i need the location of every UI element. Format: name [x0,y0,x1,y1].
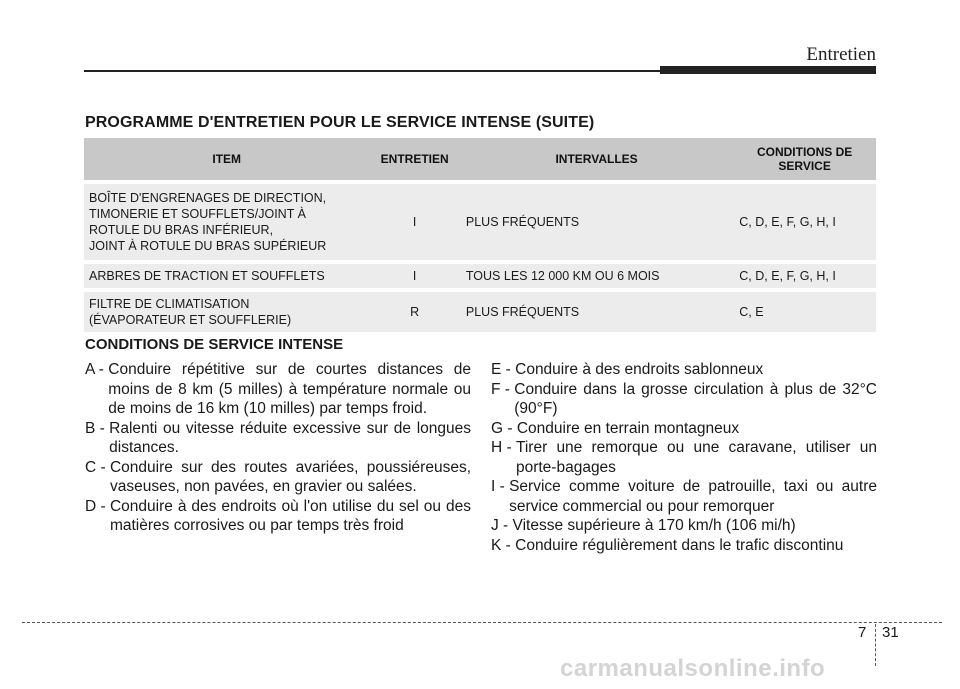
header-section-title: Entretien [806,44,876,65]
conditions-left-column [85,360,471,536]
cell-interval: PLUS FRÉQUENTS [460,290,733,334]
header-rule-thick [660,66,876,74]
condition-key: E - [491,361,516,378]
condition-key: F - [491,380,515,398]
cell-interval: TOUS LES 12 000 KM OU 6 MOIS [460,262,733,290]
condition-key: I - [491,478,510,495]
conditions-right-column [491,360,877,555]
table-row [84,182,876,262]
condition-key: A - [85,361,109,378]
condition-item [491,438,877,477]
condition-text: Conduire à des endroits où l'on utilise du sel ou des matières corrosives ou par temps très froid [109,497,471,534]
condition-item [491,360,877,380]
condition-text: Vitesse supérieure à 170 km/h (106 mi/h) [512,517,796,534]
condition-text: Conduire régulièrement dans le trafic discontinu [515,536,844,554]
header-conditions: CONDITIONS DE SERVICE [733,138,876,182]
header-rule-thin [84,70,664,72]
cell-maintenance: I [369,182,459,262]
condition-item [491,477,877,516]
condition-item [85,497,471,536]
item-line: (ÉVAPORATEUR ET SOUFFLERIE) [89,313,292,327]
item-line: ROTULE DU BRAS INFÉRIEUR, [89,223,274,237]
condition-key: K - [491,536,516,554]
condition-text: Service comme voiture de patrouille, taxi ou autre service commercial ou pour remorquer [509,478,877,515]
cell-item [84,182,369,262]
cell-item [84,290,369,334]
condition-text: Conduire répétitive sur de courtes distances de moins de 8 km (5 milles) à température normale ou de moins de 16 km (10 milles) par temps froid. [108,361,471,417]
item-line: TIMONERIE ET SOUFFLETS/JOINT À [89,207,306,221]
header-intervals: INTERVALLES [460,138,733,182]
cell-maintenance: I [369,262,459,290]
table-row [84,290,876,334]
conditions-title: CONDITIONS DE SERVICE INTENSE [85,336,344,353]
maintenance-table [84,138,876,336]
condition-text: Conduire sur des routes avariées, poussiéreuses, vaseuses, non pavées, en gravier ou salées. [109,458,471,495]
condition-item [491,536,877,556]
condition-key: D - [85,497,110,515]
page-number: 31 [882,624,899,641]
cell-maintenance: R [369,290,459,334]
condition-text: Tirer une remorque ou une caravane, utiliser un porte-bagages [515,439,877,476]
chapter-number: 7 [858,624,867,641]
condition-key: G - [491,419,517,437]
condition-key: C - [85,458,110,476]
item-line: BOÎTE D'ENGRENAGES DE DIRECTION, [89,191,327,205]
condition-item [85,419,471,458]
condition-key: J - [491,517,513,534]
header-maintenance: ENTRETIEN [369,138,459,182]
item-line: ARBRES DE TRACTION ET SOUFFLETS [89,269,325,283]
item-line: FILTRE DE CLIMATISATION [89,297,250,311]
condition-key: H - [491,439,516,456]
header-item: ITEM [84,138,369,182]
condition-item [491,380,877,419]
item-line: JOINT À ROTULE DU BRAS SUPÉRIEUR [89,239,327,253]
condition-item [491,516,877,536]
condition-item [85,360,471,419]
condition-item [85,458,471,497]
condition-text: Ralenti ou vitesse réduite excessive sur de longues distances. [109,419,471,456]
page-number-separator [875,624,876,666]
condition-key: B - [85,419,110,437]
footer-dashed-rule [22,622,942,623]
condition-item [491,419,877,439]
watermark-text: carmanualsonline.info [560,655,826,682]
cell-conditions: C, D, E, F, G, H, I [733,262,876,290]
page-title: PROGRAMME D'ENTRETIEN POUR LE SERVICE INTENSE (SUITE) [85,114,595,131]
cell-conditions: C, E [733,290,876,334]
cell-conditions: C, D, E, F, G, H, I [733,182,876,262]
table-row [84,262,876,290]
condition-text: Conduire dans la grosse circulation à plus de 32°C (90°F) [514,380,877,417]
cell-interval: PLUS FRÉQUENTS [460,182,733,262]
cell-item [84,262,369,290]
condition-text: Conduire à des endroits sablonneux [515,361,764,378]
table-header-row [84,138,876,182]
condition-text: Conduire en terrain montagneux [516,419,740,437]
